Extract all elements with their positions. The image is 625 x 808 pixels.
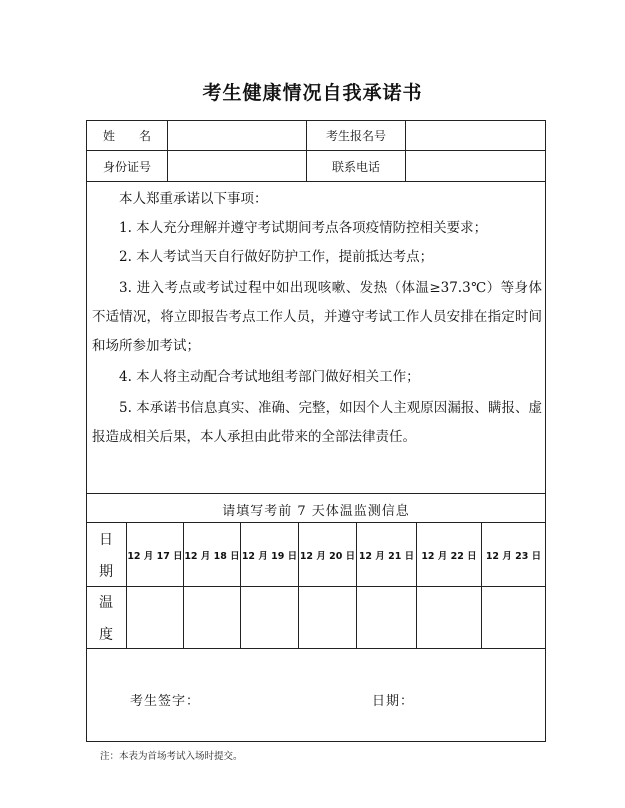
- date-cell: 12 月 19 日: [241, 551, 298, 562]
- row-divider: [86, 586, 546, 587]
- date-row-label: [86, 524, 126, 586]
- exam-no-label: 考生报名号: [325, 129, 386, 143]
- exam-no-field[interactable]: [406, 121, 545, 150]
- date-cell: 12 月 18 日: [184, 551, 240, 562]
- footnote: 注：本表为首场考试入场时提交。: [100, 751, 243, 762]
- temperature-input[interactable]: [417, 588, 481, 648]
- temperature-input[interactable]: [482, 588, 545, 648]
- date-cell: 12 月 20 日: [299, 551, 356, 562]
- temperature-input[interactable]: [357, 588, 416, 648]
- date-cell: 12 月 21 日: [358, 551, 415, 562]
- row-divider: [86, 648, 546, 649]
- date-cell: 12 月 22 日: [421, 551, 477, 562]
- id-label: 身份证号: [102, 159, 151, 174]
- name-label: 姓 名: [102, 129, 151, 143]
- sign-date-label: 日期：: [372, 694, 415, 709]
- temp-label-char: 度: [99, 627, 113, 643]
- temperature-header: 请填写考前 7 天体温监测信息: [222, 503, 410, 519]
- phone-field[interactable]: [406, 151, 545, 181]
- temperature-input[interactable]: [299, 588, 356, 648]
- date-cell: 12 月 23 日: [485, 551, 542, 562]
- commitment-item: 4. 本人将主动配合考试地组考部门做好相关工作；: [119, 369, 420, 385]
- row-divider: [86, 181, 546, 182]
- date-label-char: 日: [99, 532, 113, 548]
- phone-label: 联系电话: [331, 159, 380, 174]
- temperature-input[interactable]: [241, 588, 298, 648]
- name-field[interactable]: [168, 121, 306, 150]
- commitment-item: 1. 本人充分理解并遵守考试期间考点各项疫情防控相关要求；: [119, 220, 488, 236]
- row-divider: [86, 493, 546, 494]
- temperature-input[interactable]: [127, 588, 183, 648]
- page-title: 考生健康情况自我承诺书: [202, 82, 423, 104]
- date-cell: 12 月 17 日: [127, 551, 183, 562]
- date-label-char: 期: [99, 564, 113, 580]
- commitment-item: 5. 本承诺书信息真实、准确、完整，如因个人主观原因漏报、瞒报、虚报造成相关后果，本人承担由此带来的全部法律责任。: [92, 400, 542, 445]
- temp-row-label: [86, 588, 126, 648]
- commitment-item: 2. 本人考试当天自行做好防护工作，提前抵达考点；: [119, 249, 434, 265]
- commitment-item: 3. 进入考点或考试过程中如出现咳嗽、发热（体温≥37.3℃）等身体不适情况，将立即报告考点工作人员，并遵守考试工作人员安排在指定时间和场所参加考试；: [92, 280, 542, 354]
- temperature-input[interactable]: [184, 588, 240, 648]
- temp-label-char: 温: [99, 595, 113, 611]
- commitment-section: [92, 187, 542, 452]
- commitment-intro: 本人郑重承诺以下事项：: [119, 191, 268, 207]
- id-field[interactable]: [168, 151, 306, 181]
- signer-label: 考生签字：: [130, 694, 201, 709]
